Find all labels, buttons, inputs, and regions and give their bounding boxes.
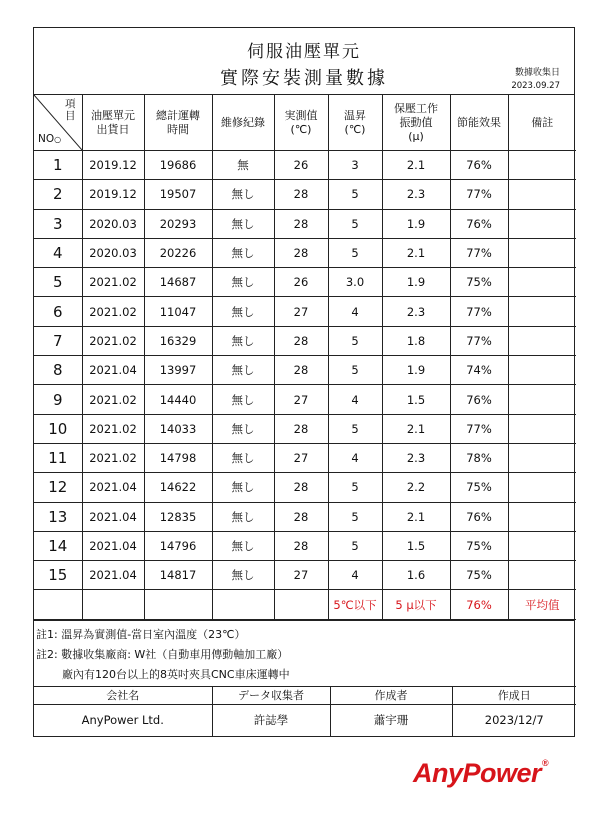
table-row bbox=[34, 238, 576, 267]
title-line-1: 伺服油壓單元 bbox=[247, 42, 361, 62]
table-row bbox=[34, 209, 576, 238]
cell-no: 4 bbox=[34, 238, 82, 267]
cell-measured: 26 bbox=[274, 268, 328, 297]
cell-rise: 5 bbox=[328, 209, 382, 238]
cell-measured: 27 bbox=[274, 561, 328, 590]
cell-repair: 無し bbox=[212, 209, 274, 238]
cell-hours: 19686 bbox=[144, 151, 212, 180]
table-row bbox=[34, 180, 576, 209]
note-1: 註1: 溫昇為實測值-當日室內溫度（23℃） bbox=[36, 627, 246, 641]
table-row bbox=[34, 385, 576, 414]
cell-hours: 12835 bbox=[144, 502, 212, 531]
notes-block bbox=[34, 620, 574, 686]
table-row bbox=[34, 531, 576, 560]
cell-measured: 28 bbox=[274, 414, 328, 443]
cell-rise: 4 bbox=[328, 385, 382, 414]
cell-rise: 4 bbox=[328, 443, 382, 472]
header-measured-temp: 実測值 (℃) bbox=[274, 95, 328, 151]
cell-repair: 無し bbox=[212, 268, 274, 297]
cell-no: 10 bbox=[34, 414, 82, 443]
header-total-hours: 總計運轉 時間 bbox=[144, 95, 212, 151]
table-row bbox=[34, 414, 576, 443]
cell-hours: 14796 bbox=[144, 531, 212, 560]
cell-note bbox=[508, 297, 576, 326]
cell-measured: 28 bbox=[274, 209, 328, 238]
title-block bbox=[34, 28, 574, 95]
cell-measured: 28 bbox=[274, 473, 328, 502]
cell-note bbox=[508, 561, 576, 590]
cell-note bbox=[508, 268, 576, 297]
cell-hours: 20293 bbox=[144, 209, 212, 238]
cell-eff: 77% bbox=[450, 180, 508, 209]
cell-vib: 2.1 bbox=[382, 414, 450, 443]
cell-ship: 2021.04 bbox=[82, 561, 144, 590]
footer-company: AnyPower Ltd. bbox=[34, 704, 212, 736]
cell-eff: 77% bbox=[450, 414, 508, 443]
cell-ship: 2021.04 bbox=[82, 531, 144, 560]
cell-no: 14 bbox=[34, 531, 82, 560]
cell-note bbox=[508, 385, 576, 414]
cell-ship: 2021.02 bbox=[82, 326, 144, 355]
cell-hours: 13997 bbox=[144, 356, 212, 385]
note-2: 註2: 數據收集廠商: W社（自動車用傳動軸加工廠） bbox=[36, 647, 289, 661]
cell-no: 9 bbox=[34, 385, 82, 414]
header-remarks: 備註 bbox=[508, 95, 576, 151]
cell-vib: 2.3 bbox=[382, 180, 450, 209]
cell-repair: 無し bbox=[212, 180, 274, 209]
cell-note bbox=[508, 238, 576, 267]
cell-measured: 28 bbox=[274, 502, 328, 531]
cell-eff: 77% bbox=[450, 238, 508, 267]
cell-eff: 75% bbox=[450, 268, 508, 297]
cell-note bbox=[508, 443, 576, 472]
cell-no: 8 bbox=[34, 356, 82, 385]
summary-energy-saving: 76% bbox=[450, 590, 508, 619]
data-sheet bbox=[33, 27, 575, 737]
table-row bbox=[34, 502, 576, 531]
cell-no: 15 bbox=[34, 561, 82, 590]
header-ship-date: 油壓單元 出貨日 bbox=[82, 95, 144, 151]
cell-hours: 14798 bbox=[144, 443, 212, 472]
cell-measured: 28 bbox=[274, 531, 328, 560]
header-temp-rise: 温昇 (℃) bbox=[328, 95, 382, 151]
title-line-2: 實際安裝測量數據 bbox=[220, 68, 388, 89]
cell-no: 7 bbox=[34, 326, 82, 355]
cell-eff: 75% bbox=[450, 473, 508, 502]
summary-rise: 5℃以下 bbox=[328, 590, 382, 619]
footer-author-label: 作成者 bbox=[330, 686, 452, 704]
table-row bbox=[34, 356, 576, 385]
header-item-label: 項 目 bbox=[65, 98, 76, 122]
cell-rise: 5 bbox=[328, 238, 382, 267]
cell-rise: 4 bbox=[328, 561, 382, 590]
cell-ship: 2021.02 bbox=[82, 385, 144, 414]
cell-eff: 78% bbox=[450, 443, 508, 472]
cell-measured: 28 bbox=[274, 238, 328, 267]
cell-vib: 1.8 bbox=[382, 326, 450, 355]
header-vibration: 保壓工作 振動值 (μ) bbox=[382, 95, 450, 151]
cell-measured: 28 bbox=[274, 180, 328, 209]
cell-vib: 2.1 bbox=[382, 238, 450, 267]
cell-note bbox=[508, 473, 576, 502]
cell-hours: 14687 bbox=[144, 268, 212, 297]
cell-rise: 5 bbox=[328, 502, 382, 531]
cell-vib: 1.9 bbox=[382, 268, 450, 297]
cell-note bbox=[508, 502, 576, 531]
cell-note bbox=[508, 209, 576, 238]
cell-note bbox=[508, 151, 576, 180]
cell-repair: 無し bbox=[212, 385, 274, 414]
cell-no: 13 bbox=[34, 502, 82, 531]
collect-date: 2023.09.27 bbox=[511, 81, 560, 91]
table-row bbox=[34, 443, 576, 472]
cell-measured: 27 bbox=[274, 297, 328, 326]
cell-hours: 14440 bbox=[144, 385, 212, 414]
collect-date-label: 數據收集日 bbox=[514, 68, 560, 78]
cell-vib: 2.1 bbox=[382, 151, 450, 180]
cell-ship: 2021.04 bbox=[82, 502, 144, 531]
cell-repair: 無し bbox=[212, 561, 274, 590]
cell-ship: 2021.02 bbox=[82, 268, 144, 297]
cell-measured: 28 bbox=[274, 356, 328, 385]
cell-repair: 無し bbox=[212, 297, 274, 326]
cell-vib: 2.3 bbox=[382, 443, 450, 472]
cell-vib: 1.5 bbox=[382, 531, 450, 560]
cell-no: 6 bbox=[34, 297, 82, 326]
cell-repair: 無 bbox=[212, 151, 274, 180]
cell-no: 2 bbox=[34, 180, 82, 209]
cell-vib: 2.3 bbox=[382, 297, 450, 326]
summary-note: 平均值 bbox=[508, 590, 576, 619]
header-repair-record: 維修紀錄 bbox=[212, 95, 274, 151]
table-row bbox=[34, 473, 576, 502]
cell-rise: 5 bbox=[328, 473, 382, 502]
footer-company-label: 会社名 bbox=[34, 686, 212, 704]
cell-no: 11 bbox=[34, 443, 82, 472]
cell-vib: 1.9 bbox=[382, 209, 450, 238]
footer-table bbox=[34, 686, 576, 736]
cell-repair: 無し bbox=[212, 502, 274, 531]
cell-eff: 77% bbox=[450, 326, 508, 355]
cell-rise: 3.0 bbox=[328, 268, 382, 297]
footer-collector: 許誌學 bbox=[212, 704, 330, 736]
cell-vib: 1.5 bbox=[382, 385, 450, 414]
footer-author: 蕭宇珊 bbox=[330, 704, 452, 736]
table-header-row bbox=[34, 95, 576, 151]
measurement-table bbox=[34, 95, 576, 620]
cell-hours: 16329 bbox=[144, 326, 212, 355]
cell-rise: 5 bbox=[328, 414, 382, 443]
cell-vib: 1.9 bbox=[382, 356, 450, 385]
cell-repair: 無し bbox=[212, 443, 274, 472]
cell-eff: 74% bbox=[450, 356, 508, 385]
footer-header-row bbox=[34, 686, 576, 704]
header-energy-saving: 節能效果 bbox=[450, 95, 508, 151]
anypower-logo: AnyPower® bbox=[413, 758, 549, 788]
cell-note bbox=[508, 356, 576, 385]
cell-ship: 2021.02 bbox=[82, 443, 144, 472]
cell-ship: 2019.12 bbox=[82, 180, 144, 209]
cell-ship: 2021.04 bbox=[82, 356, 144, 385]
cell-eff: 75% bbox=[450, 561, 508, 590]
cell-ship: 2020.03 bbox=[82, 238, 144, 267]
cell-vib: 2.2 bbox=[382, 473, 450, 502]
cell-hours: 11047 bbox=[144, 297, 212, 326]
cell-hours: 19507 bbox=[144, 180, 212, 209]
cell-rise: 5 bbox=[328, 326, 382, 355]
cell-rise: 5 bbox=[328, 531, 382, 560]
cell-hours: 14033 bbox=[144, 414, 212, 443]
table-row bbox=[34, 326, 576, 355]
cell-ship: 2021.02 bbox=[82, 414, 144, 443]
table-row bbox=[34, 297, 576, 326]
cell-note bbox=[508, 531, 576, 560]
cell-no: 12 bbox=[34, 473, 82, 502]
table-row bbox=[34, 151, 576, 180]
cell-eff: 76% bbox=[450, 385, 508, 414]
cell-note bbox=[508, 414, 576, 443]
cell-repair: 無し bbox=[212, 531, 274, 560]
footer-date-label: 作成日 bbox=[452, 686, 576, 704]
cell-rise: 4 bbox=[328, 297, 382, 326]
cell-repair: 無し bbox=[212, 326, 274, 355]
cell-note bbox=[508, 326, 576, 355]
cell-measured: 26 bbox=[274, 151, 328, 180]
cell-eff: 76% bbox=[450, 151, 508, 180]
table-row bbox=[34, 268, 576, 297]
cell-no: 1 bbox=[34, 151, 82, 180]
cell-no: 5 bbox=[34, 268, 82, 297]
summary-vibration: 5 μ以下 bbox=[382, 590, 450, 619]
footer-value-row bbox=[34, 704, 576, 736]
summary-row bbox=[34, 590, 576, 619]
cell-measured: 27 bbox=[274, 443, 328, 472]
header-diagonal-cell bbox=[34, 95, 82, 151]
cell-eff: 76% bbox=[450, 209, 508, 238]
cell-eff: 76% bbox=[450, 502, 508, 531]
footer-date: 2023/12/7 bbox=[452, 704, 576, 736]
cell-hours: 14622 bbox=[144, 473, 212, 502]
cell-vib: 2.1 bbox=[382, 502, 450, 531]
cell-repair: 無し bbox=[212, 473, 274, 502]
cell-measured: 27 bbox=[274, 385, 328, 414]
cell-rise: 3 bbox=[328, 151, 382, 180]
cell-repair: 無し bbox=[212, 414, 274, 443]
cell-hours: 20226 bbox=[144, 238, 212, 267]
cell-no: 3 bbox=[34, 209, 82, 238]
footer-collector-label: データ収集者 bbox=[212, 686, 330, 704]
note-3: 廠內有120台以上的8英吋夾具CNC車床運轉中 bbox=[62, 667, 290, 681]
cell-rise: 5 bbox=[328, 180, 382, 209]
cell-hours: 14817 bbox=[144, 561, 212, 590]
cell-rise: 5 bbox=[328, 356, 382, 385]
cell-vib: 1.6 bbox=[382, 561, 450, 590]
cell-ship: 2021.04 bbox=[82, 473, 144, 502]
cell-ship: 2020.03 bbox=[82, 209, 144, 238]
cell-repair: 無し bbox=[212, 356, 274, 385]
table-row bbox=[34, 561, 576, 590]
cell-repair: 無し bbox=[212, 238, 274, 267]
cell-ship: 2019.12 bbox=[82, 151, 144, 180]
cell-eff: 75% bbox=[450, 531, 508, 560]
cell-measured: 28 bbox=[274, 326, 328, 355]
header-no-label: NO○ bbox=[38, 133, 62, 145]
cell-note bbox=[508, 180, 576, 209]
cell-eff: 77% bbox=[450, 297, 508, 326]
cell-ship: 2021.02 bbox=[82, 297, 144, 326]
